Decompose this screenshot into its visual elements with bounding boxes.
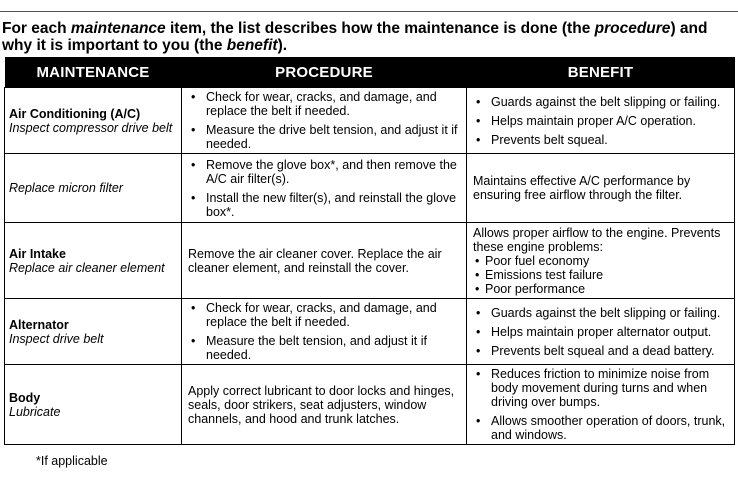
- maintenance-title: Air Intake: [9, 246, 66, 261]
- procedure-item: • Measure the drive belt tension, and adjust it if needed.: [188, 123, 460, 151]
- table-row: [5, 88, 735, 154]
- benefit-item: • Emissions test failure: [473, 268, 728, 282]
- maintenance-cell: [5, 365, 182, 445]
- procedure-cell: [182, 299, 467, 365]
- maintenance-title: Body: [9, 390, 41, 405]
- maintenance-subtitle: Lubricate: [9, 404, 61, 419]
- maintenance-table: [4, 57, 735, 445]
- maintenance-cell: [5, 299, 182, 365]
- maintenance-cell: [5, 154, 182, 223]
- maintenance-subtitle: Replace micron filter: [9, 181, 123, 195]
- maintenance-subtitle: Replace air cleaner element: [9, 260, 165, 275]
- benefit-cell: [467, 299, 735, 365]
- benefit-cell: [467, 88, 735, 154]
- footnote: *If applicable: [36, 454, 108, 468]
- procedure-cell: [182, 154, 467, 223]
- benefit-cell: [467, 223, 735, 299]
- top-rule: [0, 11, 738, 12]
- maintenance-cell: [5, 88, 182, 154]
- benefit-item: • Allows smoother operation of doors, trunk, and windows.: [473, 414, 728, 442]
- maintenance-subtitle: Inspect compressor drive belt: [9, 120, 173, 135]
- procedure-item: • Check for wear, cracks, and damage, and replace the belt if needed.: [188, 90, 460, 118]
- procedure-text: Apply correct lubricant to door locks and hinges, seals, door strikers, seat adjusters, window channels, and hood and trunk latches.: [188, 383, 455, 426]
- header-benefit: BENEFIT: [467, 57, 735, 88]
- benefit-text: Allows proper airflow to the engine. Prevents these engine problems:: [473, 225, 721, 254]
- procedure-cell: [182, 223, 467, 299]
- maintenance-title: Alternator: [9, 317, 69, 332]
- benefit-item: • Guards against the belt slipping or failing.: [473, 306, 728, 320]
- table-row: [5, 154, 735, 223]
- table-header-row: [5, 57, 735, 88]
- maintenance-subtitle: Inspect drive belt: [9, 331, 104, 346]
- procedure-text: Remove the air cleaner cover. Replace the air cleaner element, and reinstall the cover.: [188, 246, 442, 275]
- benefit-item: • Poor fuel economy: [473, 254, 728, 268]
- benefit-item: • Helps maintain proper alternator output.: [473, 325, 728, 339]
- benefit-item: • Reduces friction to minimize noise from body movement during turns and when driving over bumps.: [473, 367, 728, 409]
- benefit-item: • Prevents belt squeal and a dead battery.: [473, 344, 728, 358]
- intro-text: For each maintenance item, the list describes how the maintenance is done (the procedure) and why it is important to you (the benefit).: [2, 20, 708, 54]
- table-row: [5, 365, 735, 445]
- maintenance-cell: [5, 223, 182, 299]
- table-row: [5, 223, 735, 299]
- benefit-item: • Poor performance: [473, 282, 728, 296]
- procedure-item: • Measure the belt tension, and adjust it if needed.: [188, 334, 460, 362]
- benefit-cell: [467, 154, 735, 223]
- maintenance-title: Air Conditioning (A/C): [9, 106, 141, 121]
- procedure-cell: [182, 365, 467, 445]
- benefit-item: • Helps maintain proper A/C operation.: [473, 114, 728, 128]
- procedure-item: • Install the new filter(s), and reinstall the glove box*.: [188, 191, 460, 219]
- benefit-item: • Prevents belt squeal.: [473, 133, 728, 147]
- procedure-item: • Check for wear, cracks, and damage, and replace the belt if needed.: [188, 301, 460, 329]
- benefit-text: Maintains effective A/C performance by ensuring free airflow through the filter.: [473, 174, 691, 202]
- table-row: [5, 299, 735, 365]
- procedure-cell: [182, 88, 467, 154]
- procedure-item: • Remove the glove box*, and then remove the A/C air filter(s).: [188, 158, 460, 186]
- header-maintenance: MAINTENANCE: [5, 57, 182, 88]
- benefit-cell: [467, 365, 735, 445]
- header-procedure: PROCEDURE: [182, 57, 467, 88]
- benefit-item: • Guards against the belt slipping or failing.: [473, 95, 728, 109]
